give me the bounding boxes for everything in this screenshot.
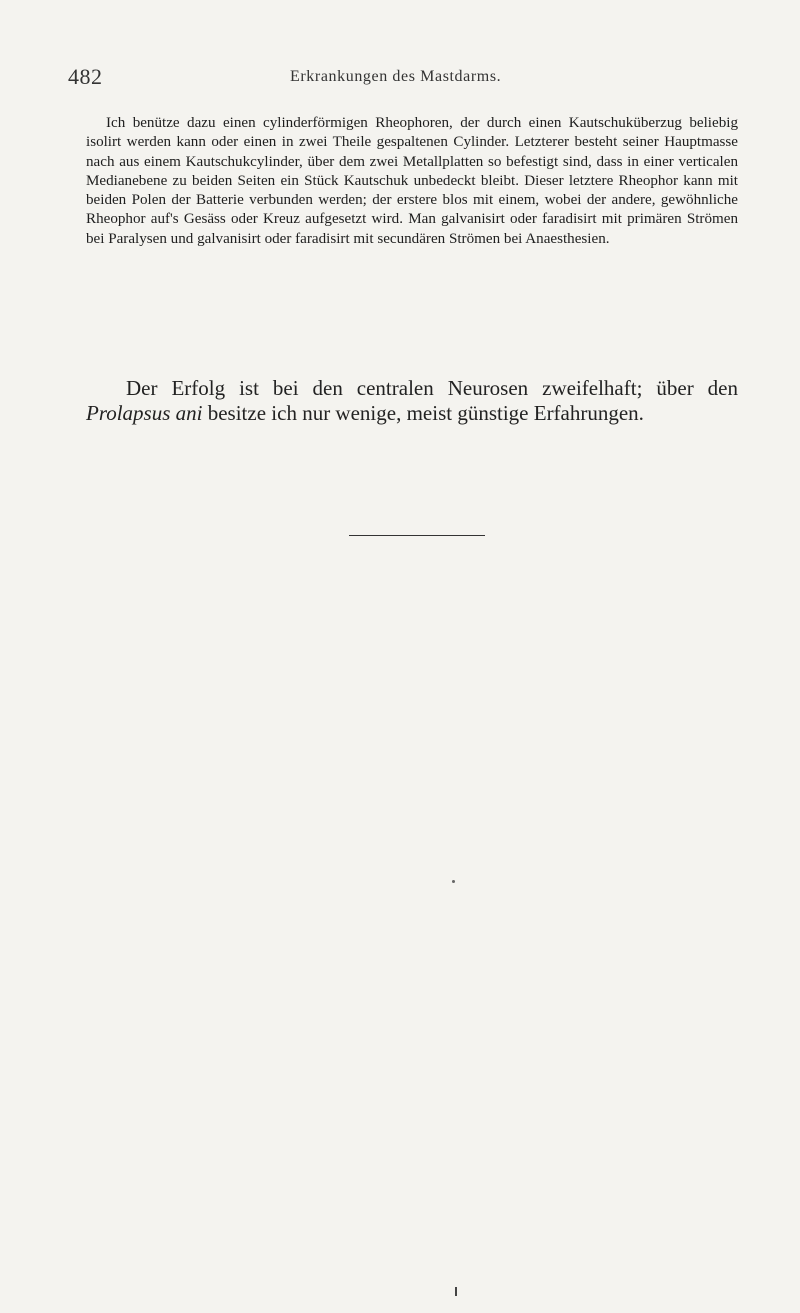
print-speck: [452, 880, 455, 883]
paragraph-outcome-text-2: besitze ich nur wenige, meist günstige Erfahrungen.: [202, 400, 644, 425]
section-end-rule: [349, 535, 485, 536]
page-number: 482: [68, 64, 103, 89]
print-mark: [455, 1287, 457, 1296]
running-title: Erkrankungen des Mastdarms.: [290, 68, 502, 85]
paragraph-outcome-text-1: Der Erfolg ist bei den centralen Neurosen zweifelhaft; über den: [126, 376, 738, 400]
paragraph-treatment-outcome: [86, 376, 738, 425]
paragraph-electrode-description: Ich benütze dazu einen cylinderförmigen Rheophoren, der durch einen Kautschuküberzug beliebig isolirt werden kann oder einen in zwei Theile gespaltenen Cylinder. Letzterer besteht seiner Hauptmasse nach aus einem Kautschukcylinder, über dem zwei Metallplatten so befestigt sind, dass in einer verticalen Medianebene zu beiden Seiten ein Stück Kautschuk unbedeckt bleibt. Dieser letztere Rheophor kann mit beiden Polen der Batterie verbunden werden; der erstere blos mit einem, wobei der andere, gewöhnliche Rheophor auf's Gesäss oder Kreuz aufgesetzt wird. Man galvanisirt oder faradisirt mit primären Strömen bei Paralysen und galvanisirt oder faradisirt mit secundären Strömen bei Anaesthesien.: [86, 115, 738, 247]
paragraph-outcome-italic-term: Prolapsus ani: [86, 400, 203, 425]
running-head: [68, 64, 738, 94]
